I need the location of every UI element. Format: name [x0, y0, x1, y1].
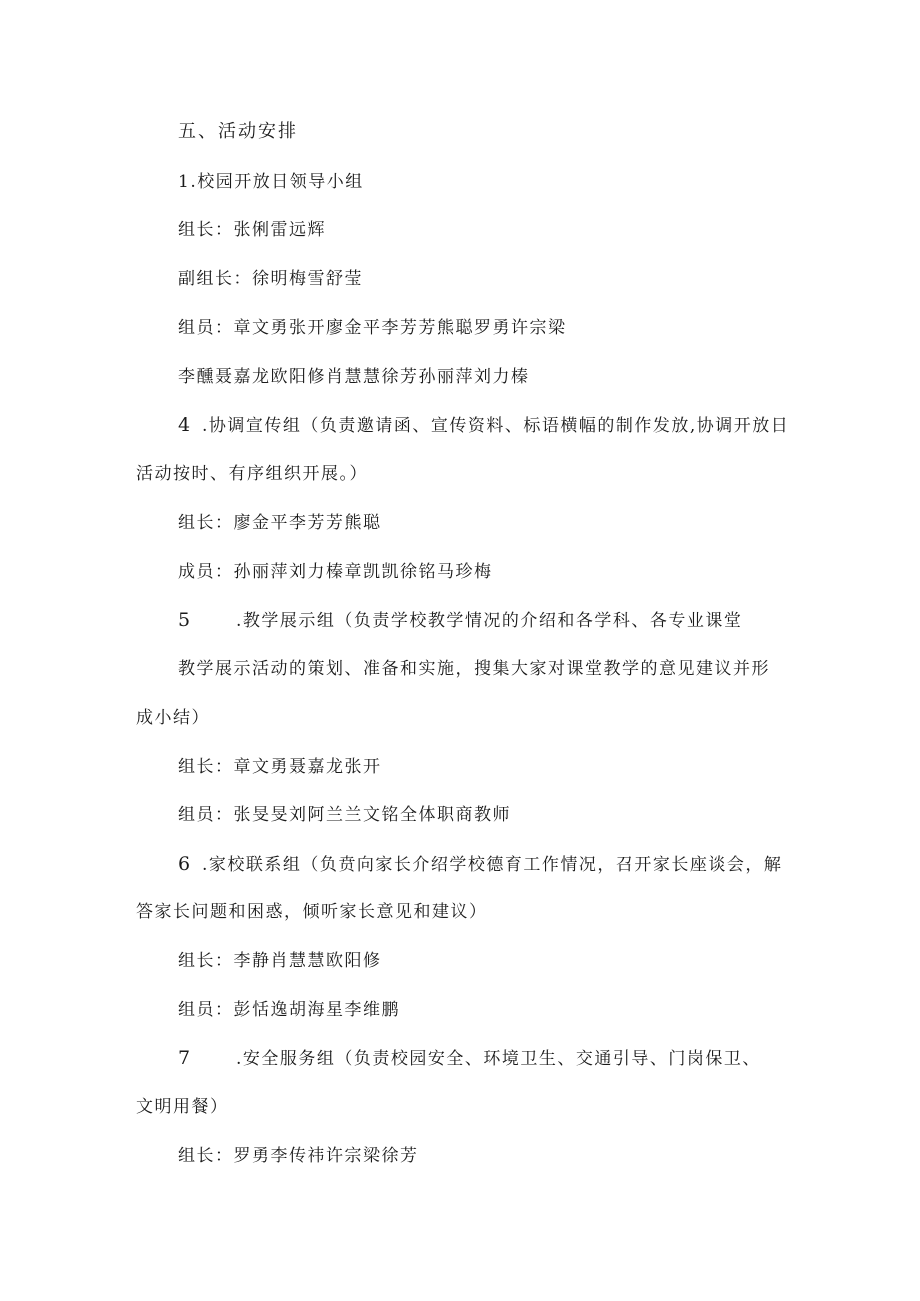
group-6-title-line-2: 答家长问题和困惑，倾听家长意见和建议）: [136, 902, 488, 922]
group-4-number: 4: [178, 414, 191, 436]
group-4-title-text: .协调宣传组（负责邀请函、宣传资料、标语横幅的制作发放,协调开放日: [202, 416, 790, 436]
group-6-title-text: .家校联系组（负贲向家长介绍学校德育工作情况，召开家长座谈会，解: [202, 855, 783, 875]
group-5-title-line-3: 成小结）: [136, 708, 210, 728]
group-7-number: 7: [178, 1047, 191, 1069]
group-7-leader: 组长：罗勇李传祎许宗梁徐芳: [178, 1146, 419, 1166]
group-5-title-text: .教学展示组（负责学校教学情况的介绍和各学科、各专业课堂: [236, 611, 743, 631]
group-5-title-line-2: 教学展示活动的策划、准备和实施，搜集大家对课堂教学的意见建议并形: [178, 659, 770, 679]
section-title: 五、活动安排: [178, 121, 298, 142]
group-1-leader: 组长：张俐雷远辉: [178, 220, 326, 240]
group-1-members-line-2: 李醺聂嘉龙欧阳修肖慧慧徐芳孙丽萍刘力榛: [178, 367, 530, 387]
group-4-leader: 组长：廖金平李芳芳熊聪: [178, 513, 382, 533]
group-7-title-text: .安全服务组（负责校园安全、环境卫生、交通引导、门岗保卫、: [236, 1049, 761, 1069]
group-5-title-line-1: [178, 609, 742, 632]
group-1-members-line-1: 组员：章文勇张开廖金平李芳芳熊聪罗勇许宗梁: [178, 318, 567, 338]
group-4-title-line-2: 活动按时、有序组织开展。）: [136, 464, 368, 484]
group-6-number: 6: [178, 853, 191, 875]
group-4-title-line-1: [178, 414, 789, 437]
group-1-deputy: 副组长：徐明梅雪舒莹: [178, 269, 363, 289]
group-7-title-line-1: [178, 1047, 761, 1070]
group-6-title-line-1: [178, 853, 782, 876]
group-6-leader: 组长：李静肖慧慧欧阳修: [178, 951, 382, 971]
group-5-members: 组员：张旻旻刘阿兰兰文铭全体职商教师: [178, 805, 511, 825]
group-6-members: 组员：彭恬逸胡海星李维鹏: [178, 1000, 400, 1020]
group-1-heading: 1.校园开放日领导小组: [178, 172, 364, 192]
group-5-leader: 组长：章文勇聂嘉龙张开: [178, 757, 382, 777]
group-7-title-line-2: 文明用餐）: [136, 1097, 229, 1117]
group-5-number: 5: [178, 609, 191, 631]
group-4-members: 成员：孙丽萍刘力榛章凯凯徐铭马珍梅: [178, 562, 493, 582]
